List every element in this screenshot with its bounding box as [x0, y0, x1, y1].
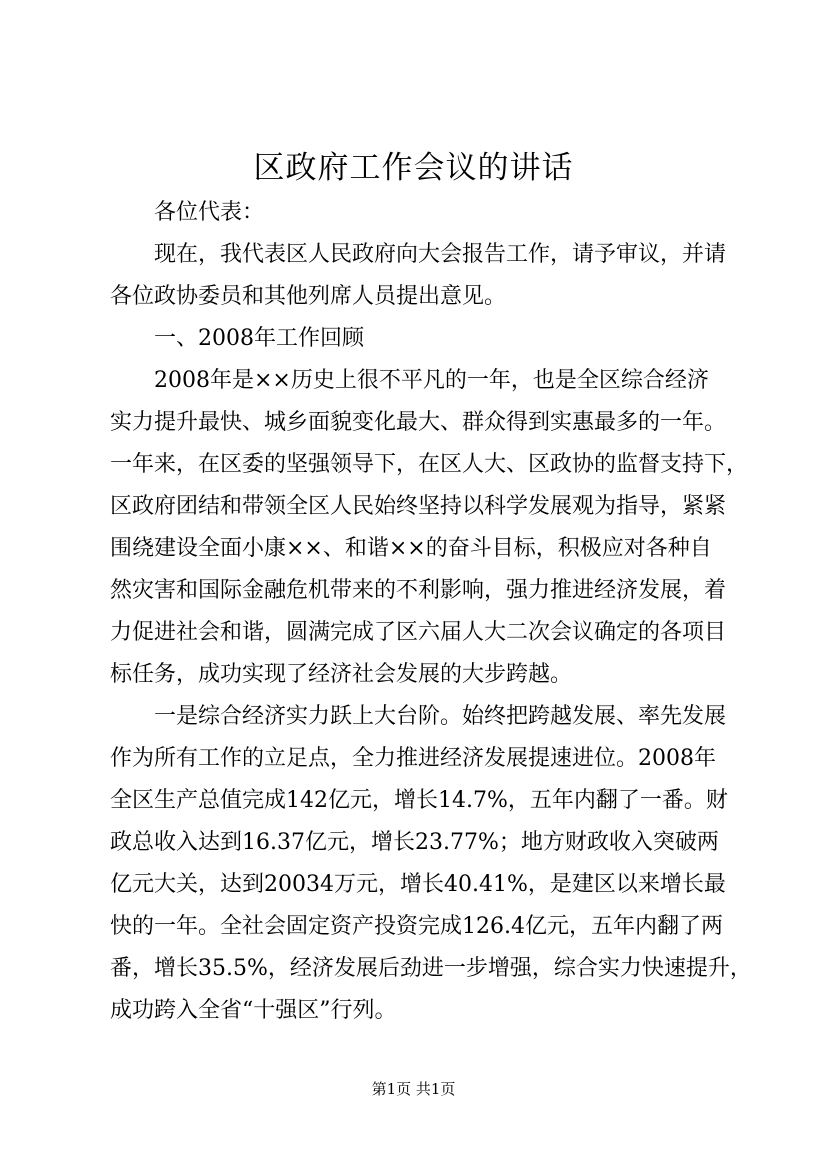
text-line: 作为所有工作的立足点，全力推进经济发展提速进位。2008年 — [110, 746, 716, 771]
page-number-footer: 第1页 共1页 — [371, 1080, 456, 1098]
text-line: 围绕建设全面小康××、和谐××的奋斗目标，积极应对各种自 — [110, 536, 712, 561]
text-line: 标任务，成功实现了经济社会发展的大步跨越。 — [110, 662, 573, 687]
text-line: 成功跨入全省“十强区”行列。 — [110, 998, 397, 1023]
salutation-line: 各位代表： — [154, 200, 265, 225]
text-line: 各位政协委员和其他列席人员提出意见。 — [110, 284, 507, 309]
text-line: 实力提升最快、城乡面貌变化最大、群众得到实惠最多的一年。 — [110, 410, 727, 435]
text-line: 快的一年。全社会固定资产投资完成126.4亿元，五年内翻了两 — [110, 914, 723, 939]
text-line: 力促进社会和谐，圆满完成了区六届人大二次会议确定的各项目 — [110, 620, 727, 645]
text-line: 政总收入达到16.37亿元，增长23.77%；地方财政收入突破两 — [110, 830, 719, 855]
text-line: 现在，我代表区人民政府向大会报告工作，请予审议，并请 — [154, 242, 727, 267]
text-line: 一年来，在区委的坚强领导下，在区人大、区政协的监督支持下， — [110, 452, 749, 477]
document-title: 区政府工作会议的讲话 — [253, 150, 574, 186]
text-line: 区政府团结和带领全区人民始终坚持以科学发展观为指导，紧紧 — [110, 494, 727, 519]
text-line: 全区生产总值完成142亿元，增长14.7%，五年内翻了一番。财 — [110, 788, 728, 813]
text-line: 然灾害和国际金融危机带来的不利影响，强力推进经济发展，着 — [110, 578, 727, 603]
text-line: 番，增长35.5%，经济发展后劲进一步增强，综合实力快速提升， — [110, 956, 752, 981]
text-line: 一是综合经济实力跃上大台阶。始终把跨越发展、率先发展 — [154, 704, 727, 729]
text-line: 亿元大关，达到20034万元，增长40.41%，是建区以来增长最 — [110, 872, 726, 897]
section-heading: 一、2008年工作回顾 — [154, 326, 364, 351]
text-line: 2008年是××历史上很不平凡的一年，也是全区综合经济 — [154, 368, 709, 393]
